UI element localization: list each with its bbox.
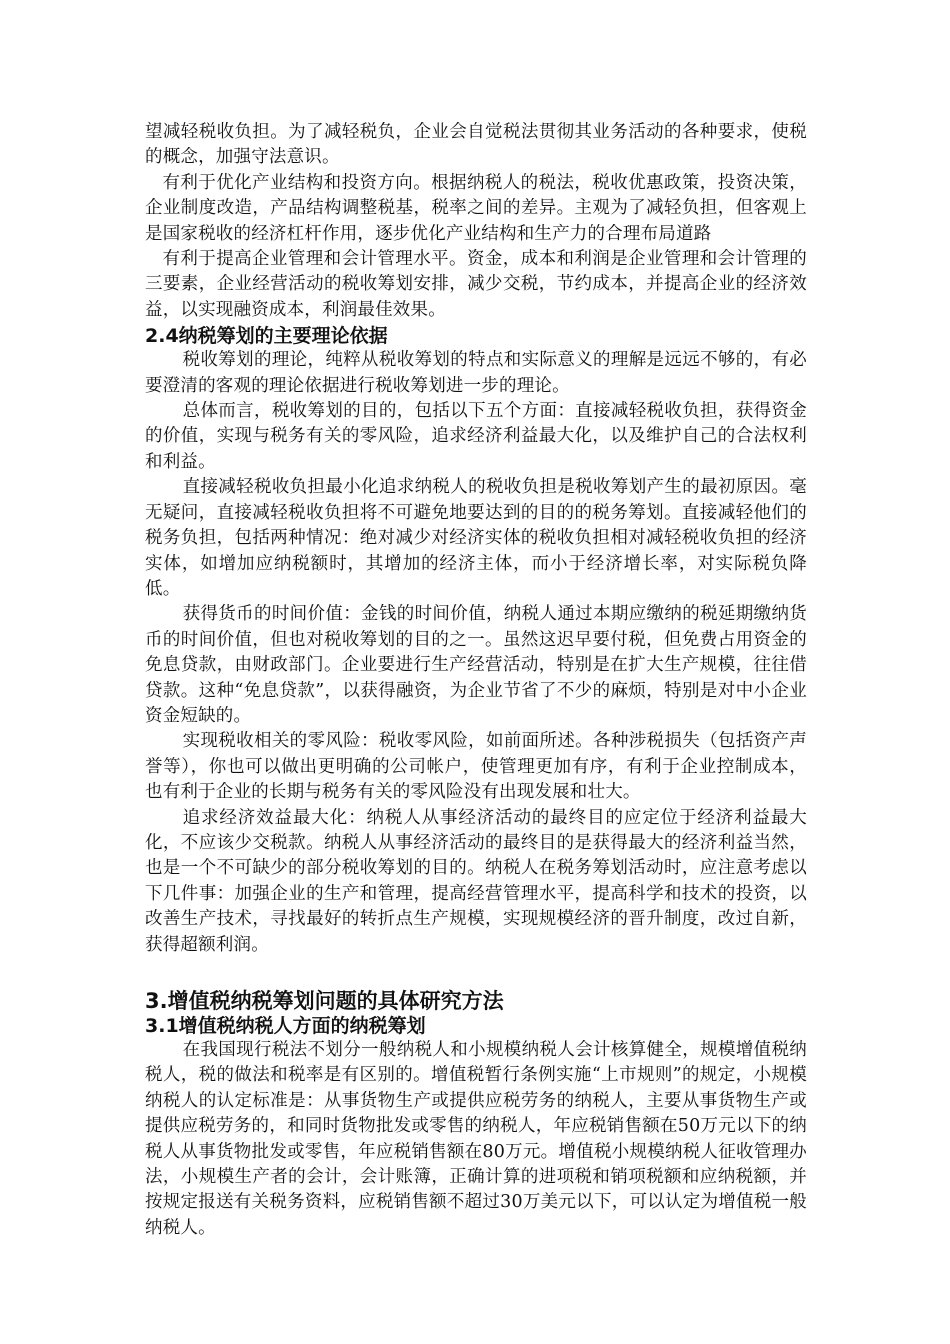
paragraph-time-value: 获得货币的时间价值：金钱的时间价值，纳税人通过本期应缴纳的税延期缴纳货币的时间价值，但也对税收筹划的目的之一。虽然这迟早要付税，但免费占用资金的免息贷款，由财政部门。企业要进行生产经营活动，特别是在扩大生产规模，往往借贷款。这种“免息贷款”，以获得融资，为企业节省了不少的麻烦，特别是对中小企业资金短缺的。 [145,604,807,726]
paragraph-industry-structure: 有利于优化产业结构和投资方向。根据纳税人的税法，税收优惠政策，投资决策，企业制度改造，产品结构调整税基，税率之间的差异。主观为了减轻负担，但客观上是国家税收的经济杠杆作用，逐步优化产业结构和生产力的合理布局道路 [145,172,807,244]
paragraph-direct-reduction: 直接减轻税收负担最小化追求纳税人的税收负担是税收筹划产生的最初原因。毫无疑问，直接减轻税收负担将不可避免地要达到的目的的税务筹划。直接减轻他们的税务负担，包括两种情况：绝对减少对经济实体的税收负担相对减轻税收负担的经济实体，如增加应纳税额时，其增加的经济主体，而小于经济增长率，对实际税负降低。 [145,477,807,599]
paragraph-overall-goals: 总体而言，税收筹划的目的，包括以下五个方面：直接减轻税收负担，获得资金的价值，实现与税务有关的零风险，追求经济利益最大化，以及维护自己的合法权利和利益。 [145,401,807,472]
paragraph-theory: 税收筹划的理论，纯粹从税收筹划的特点和实际意义的理解是远远不够的，有必要澄清的客观的理论依据进行税收筹划进一步的理论。 [145,350,807,396]
section-heading-3: 3.增值税纳税筹划问题的具体研究方法 [145,989,504,1013]
paragraph-vat-taxpayers: 在我国现行税法不划分一般纳税人和小规模纳税人会计核算健全，规模增值税纳税人，税的做法和税率是有区别的。增值税暂行条例实施“上市规则”的规定，小规模纳税人的认定标准是：从事货物生产或提供应税劳务的纳税人，主要从事货物生产或提供应税劳务的，和同时货物批发或零售的纳税人，年应税销售额在50万元以下的纳税人从事货物批发或零售，年应税销售额在80万元。增值税小规模纳税人征收管理办法，小规模生产者的会计，会计账簿，正确计算的进项税和销项税额和应纳税额，并按规定报送有关税务资料，应税销售额不超过30万美元以下，可以认定为增值税一般纳税人。 [145,1040,807,1238]
section-heading-2-4: 2.4纳税筹划的主要理论依据 [145,325,388,348]
paragraph-max-benefit: 追求经济效益最大化：纳税人从事经济活动的最终目的应定位于经济利益最大化，不应该少交税款。纳税人从事经济活动的最终目的是获得最大的经济利益当然，也是一个不可缺少的部分税收筹划的目的。纳税人在税务筹划活动时，应注意考虑以下几件事：加强企业的生产和管理，提高经营管理水平，提高科学和技术的投资，以改善生产技术，寻找最好的转折点生产规模，实现规模经济的晋升制度，改过自新，获得超额利润。 [145,807,807,955]
section-heading-3-1: 3.1增值税纳税人方面的纳税筹划 [145,1015,426,1037]
paragraph-continued: 望减轻税收负担。为了减轻税负，企业会自觉税法贯彻其业务活动的各种要求，使税的概念，加强守法意识。 [145,122,807,168]
paragraph-management-level: 有利于提高企业管理和会计管理水平。资金，成本和利润是企业管理和会计管理的三要素，企业经营活动的税收筹划安排，减少交税，节约成本，并提高企业的经济效益，以实现融资成本，利润最佳效果。 [145,249,807,320]
paragraph-zero-risk: 实现税收相关的零风险：税收零风险，如前面所述。各种涉税损失（包括资产声誉等），你也可以做出更明确的公司帐户，使管理更加有序，有利于企业控制成本，也有利于企业的长期与税务有关的零风险没有出现发展和壮大。 [145,731,807,803]
document-body [145,120,807,1241]
